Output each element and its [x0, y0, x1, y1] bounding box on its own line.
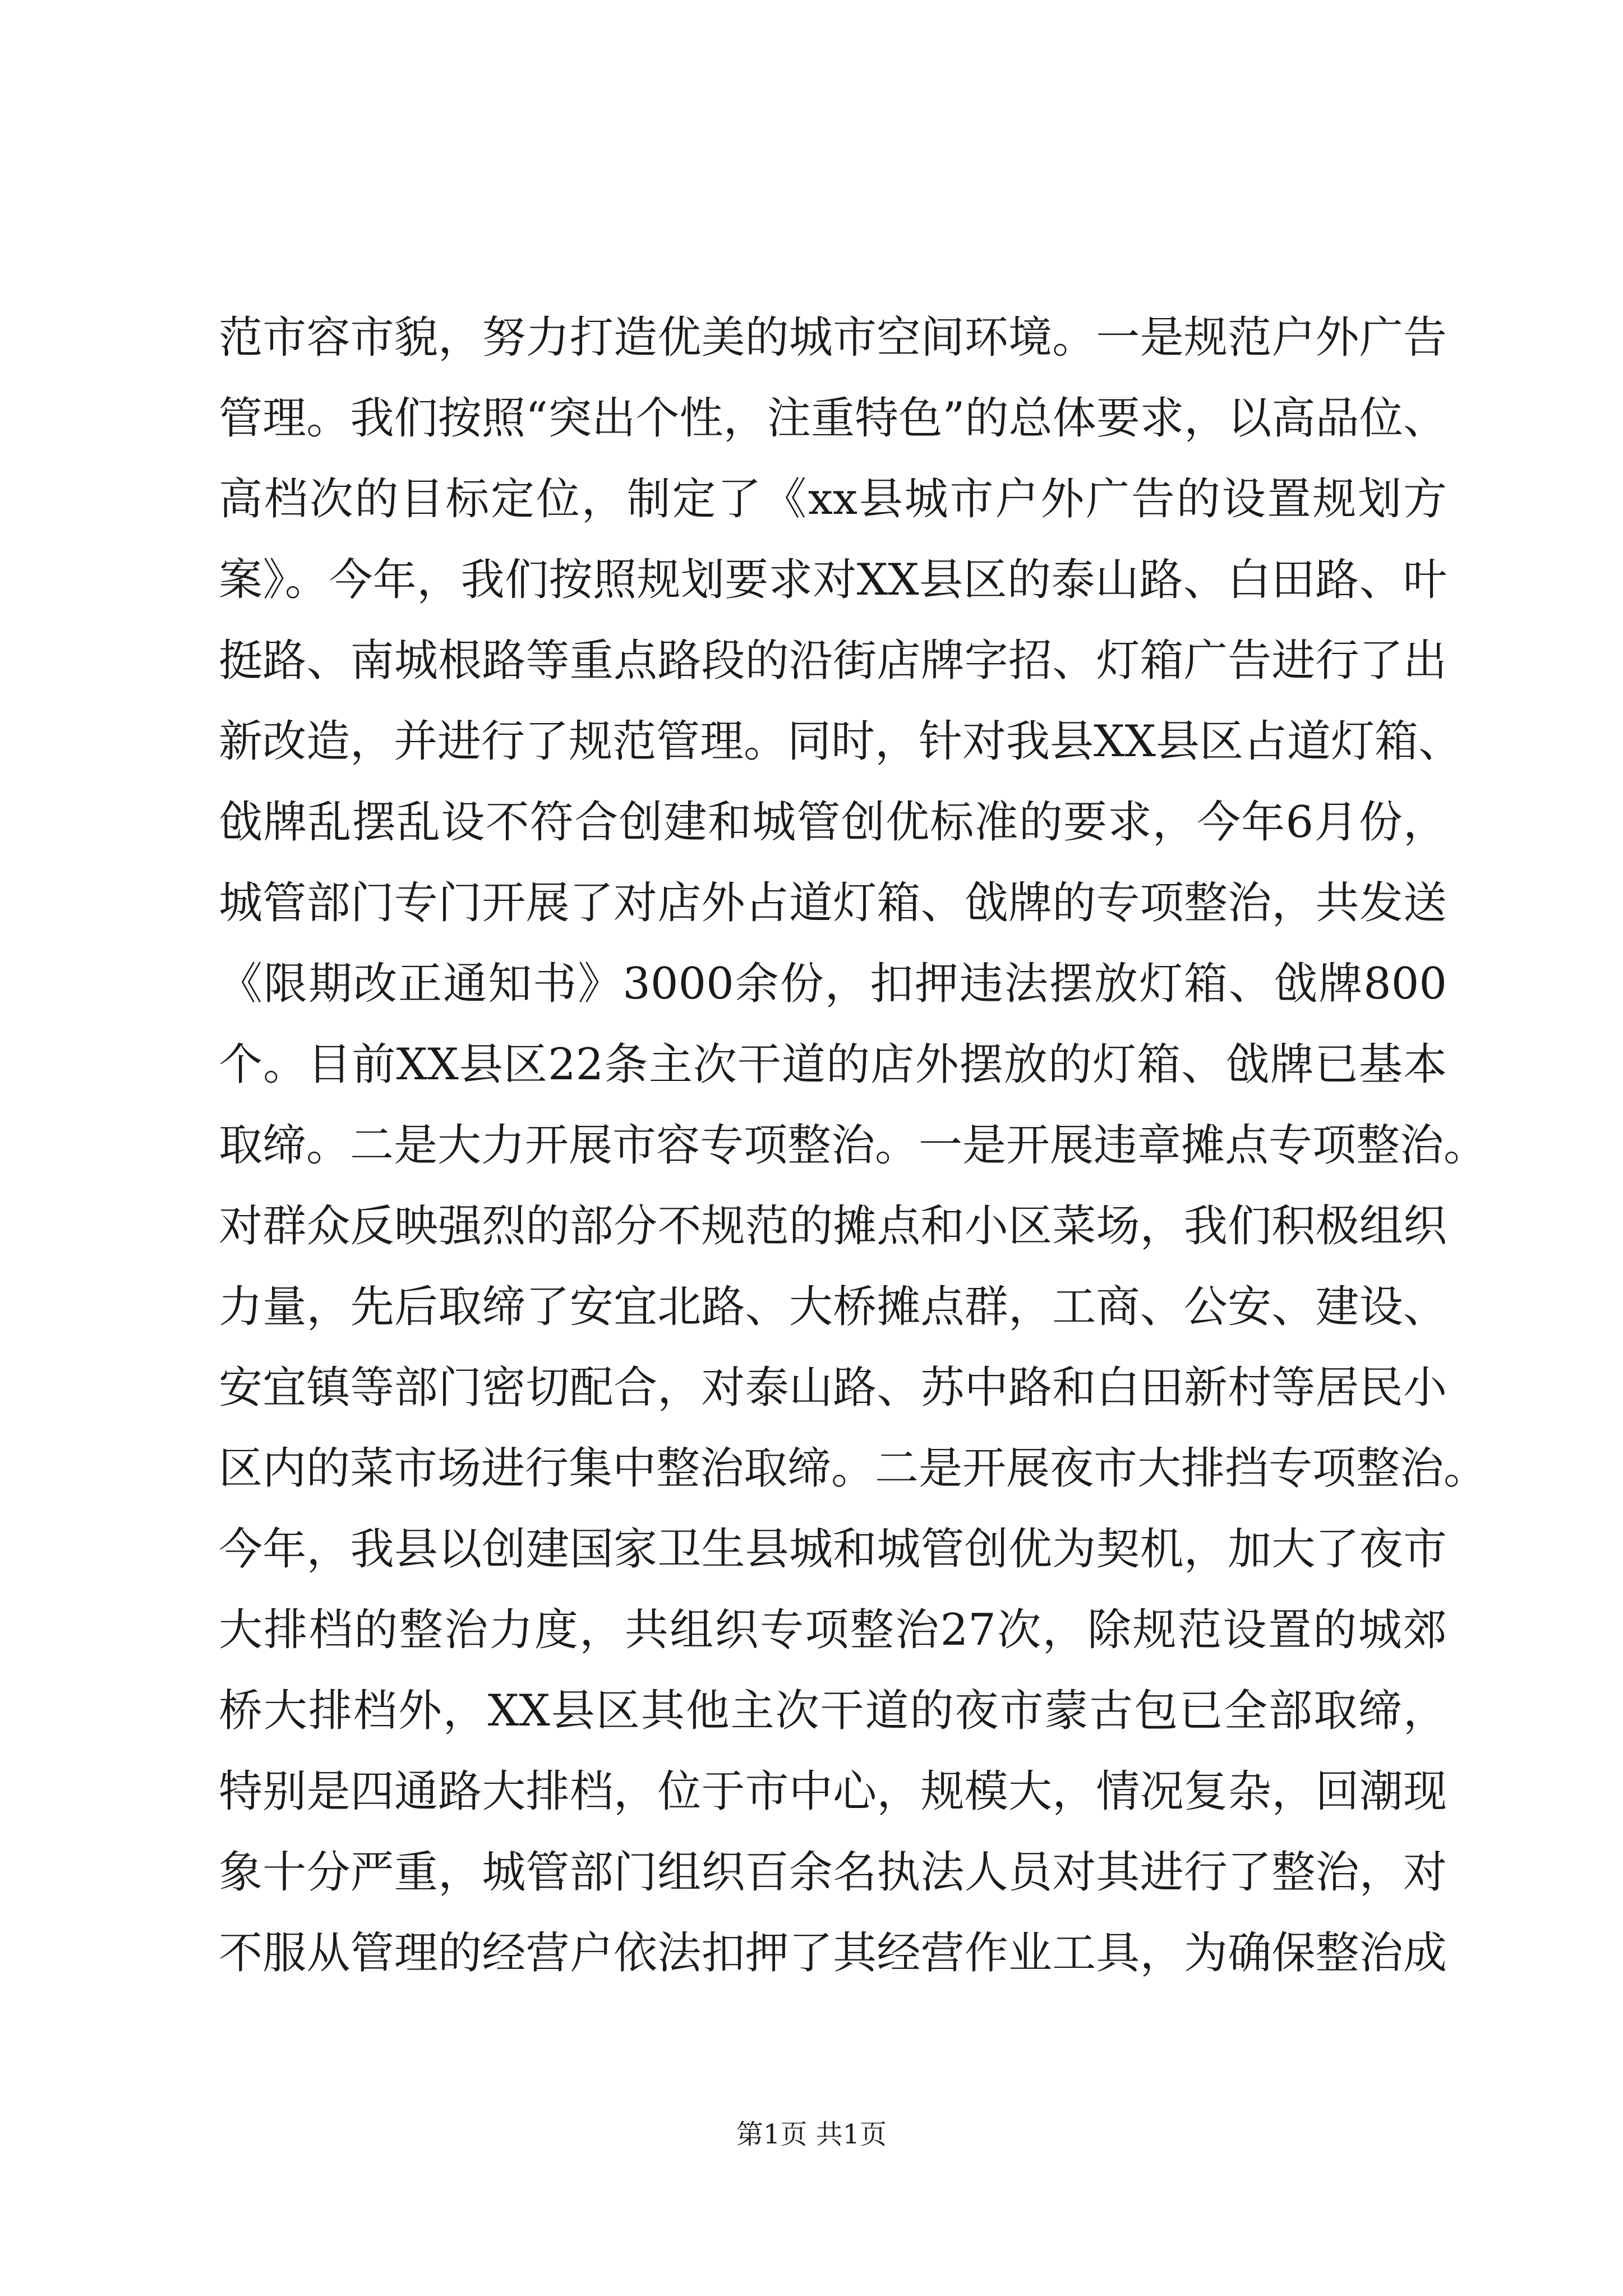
text-line: 新改造，并进行了规范管理。同时，针对我县XX县区占道灯箱、 — [219, 716, 1463, 767]
text-line: 今年，我县以创建国家卫生县城和城管创优为契机，加大了夜市 — [219, 1524, 1447, 1575]
text-line: 管理。我们按照“突出个性，注重特色”的总体要求，以高品位、 — [219, 393, 1447, 444]
text-line: 大排档的整治力度，共组织专项整治27次，除规范设置的城郊 — [219, 1605, 1447, 1655]
text-line: 区内的菜市场进行集中整治取缔。二是开展夜市大排挡专项整治。 — [219, 1443, 1488, 1494]
text-line: 桥大排档外，XX县区其他主次干道的夜市蒙古包已全部取缔， — [219, 1686, 1447, 1736]
text-line: 象十分严重，城管部门组织百余名执法人员对其进行了整治，对 — [219, 1847, 1447, 1898]
text-line: 范市容市貌，努力打造优美的城市空间环境。一是规范户外广告 — [219, 312, 1447, 363]
page-number-footer: 第1页 共1页 — [736, 2119, 887, 2150]
text-line: 对群众反映强烈的部分不规范的摊点和小区菜场，我们积极组织 — [219, 1201, 1447, 1251]
text-line: 案》。今年，我们按照规划要求对XX县区的泰山路、白田路、叶 — [219, 555, 1447, 605]
text-line: 安宜镇等部门密切配合，对泰山路、苏中路和白田新村等居民小 — [219, 1363, 1447, 1413]
text-line: 《限期改正通知书》3000余份，扣押违法摆放灯箱、戗牌800 — [219, 959, 1447, 1009]
text-line: 个。目前XX县区22条主次干道的店外摆放的灯箱、戗牌已基本 — [219, 1039, 1447, 1090]
body-text — [219, 297, 1488, 1994]
text-line: 取缔。二是大力开展市容专项整治。一是开展违章摊点专项整治。 — [219, 1120, 1488, 1171]
text-line: 不服从管理的经营户依法扣押了其经营作业工具，为确保整治成 — [219, 1928, 1447, 1978]
text-line: 力量，先后取缔了安宜北路、大桥摊点群，工商、公安、建设、 — [219, 1282, 1447, 1332]
text-line: 挺路、南城根路等重点路段的沿街店牌字招、灯箱广告进行了出 — [219, 636, 1447, 686]
text-line: 特别是四通路大排档，位于市中心，规模大，情况复杂，回潮现 — [219, 1766, 1447, 1817]
text-line: 戗牌乱摆乱设不符合创建和城管创优标准的要求，今年6月份， — [219, 797, 1447, 848]
text-line: 城管部门专门开展了对店外占道灯箱、戗牌的专项整治，共发送 — [219, 878, 1447, 928]
text-line: 高档次的目标定位，制定了《xx县城市户外广告的设置规划方 — [219, 474, 1447, 524]
